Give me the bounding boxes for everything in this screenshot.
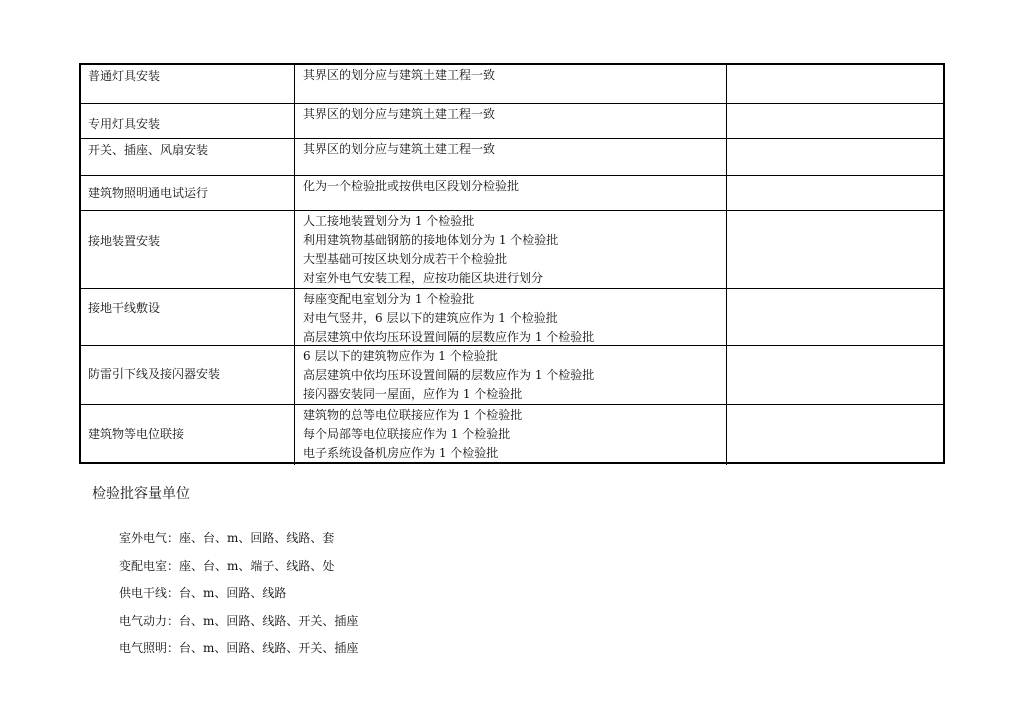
capacity-unit-item: 室外电气：座、台、m、回路、线路、套 xyxy=(119,531,335,545)
item-name-cell xyxy=(81,346,295,405)
item-name-cell xyxy=(81,139,295,176)
item-name-cell xyxy=(81,211,295,289)
division-rule-line: 高层建筑中依均压环设置间隔的层数应作为 1 个检验批 xyxy=(303,368,595,382)
division-rule-line: 6 层以下的建筑物应作为 1 个检验批 xyxy=(303,349,498,363)
empty-cell xyxy=(727,211,943,289)
item-name: 接地干线敷设 xyxy=(88,301,161,315)
division-rule-line: 大型基础可按区块划分成若干个检验批 xyxy=(303,252,508,266)
table-row xyxy=(81,103,943,139)
table-row xyxy=(81,138,943,176)
item-name-cell xyxy=(81,289,295,346)
item-name-cell xyxy=(81,176,295,211)
item-name: 开关、插座、风扇安装 xyxy=(88,143,209,157)
item-name: 接地装置安装 xyxy=(88,234,161,248)
division-rule-line: 人工接地装置划分为 1 个检验批 xyxy=(303,214,475,228)
table-row xyxy=(81,404,943,465)
empty-cell xyxy=(727,289,943,346)
item-name: 普通灯具安装 xyxy=(88,69,161,83)
division-rule-cell xyxy=(295,211,727,289)
division-rule-line: 化为一个检验批或按供电区段划分检验批 xyxy=(303,179,520,193)
division-rule-cell xyxy=(295,176,727,211)
empty-cell xyxy=(727,176,943,211)
division-rule-line: 其界区的划分应与建筑土建工程一致 xyxy=(303,107,496,121)
division-rule-line: 电子系统设备机房应作为 1 个检验批 xyxy=(303,446,499,460)
table-row xyxy=(81,210,943,289)
table-row xyxy=(81,175,943,211)
division-rule-line: 高层建筑中依均压环设置间隔的层数应作为 1 个检验批 xyxy=(303,330,595,344)
capacity-unit-item: 电气动力：台、m、回路、线路、开关、插座 xyxy=(119,614,359,628)
division-rule-cell xyxy=(295,104,727,139)
division-rule-cell xyxy=(295,405,727,465)
division-rule-line: 其界区的划分应与建筑土建工程一致 xyxy=(303,68,496,82)
empty-cell xyxy=(727,346,943,405)
division-rule-cell xyxy=(295,346,727,405)
item-name-cell xyxy=(81,405,295,465)
item-name-cell xyxy=(81,104,295,139)
table-row xyxy=(81,65,943,103)
item-name: 专用灯具安装 xyxy=(88,117,161,131)
item-name: 防雷引下线及接闪器安装 xyxy=(88,367,221,381)
item-name: 建筑物等电位联接 xyxy=(88,427,185,441)
division-rule-cell xyxy=(295,65,727,103)
capacity-unit-item: 电气照明：台、m、回路、线路、开关、插座 xyxy=(119,641,359,655)
item-name: 建筑物照明通电试运行 xyxy=(88,186,209,200)
division-rule-line: 利用建筑物基础钢筋的接地体划分为 1 个检验批 xyxy=(303,233,559,247)
empty-cell xyxy=(727,405,943,465)
capacity-unit-item: 变配电室：座、台、m、端子、线路、处 xyxy=(119,559,335,573)
empty-cell xyxy=(727,104,943,139)
capacity-section-title: 检验批容量单位 xyxy=(92,486,190,502)
table-row xyxy=(81,288,943,346)
division-rule-line: 其界区的划分应与建筑土建工程一致 xyxy=(303,142,496,156)
inspection-batch-table xyxy=(79,63,945,464)
division-rule-line: 每个局部等电位联接应作为 1 个检验批 xyxy=(303,427,511,441)
division-rule-line: 对室外电气安装工程，应按功能区块进行划分 xyxy=(303,271,544,285)
division-rule-cell xyxy=(295,289,727,346)
empty-cell xyxy=(727,65,943,103)
division-rule-cell xyxy=(295,139,727,176)
empty-cell xyxy=(727,139,943,176)
capacity-unit-item: 供电干线：台、m、回路、线路 xyxy=(119,586,287,600)
division-rule-line: 建筑物的总等电位联接应作为 1 个检验批 xyxy=(303,408,523,422)
item-name-cell xyxy=(81,65,295,103)
table-row xyxy=(81,345,943,405)
division-rule-line: 对电气竖井，6 层以下的建筑应作为 1 个检验批 xyxy=(303,311,558,325)
division-rule-line: 每座变配电室划分为 1 个检验批 xyxy=(303,292,475,306)
division-rule-line: 接闪器安装同一屋面，应作为 1 个检验批 xyxy=(303,387,523,401)
